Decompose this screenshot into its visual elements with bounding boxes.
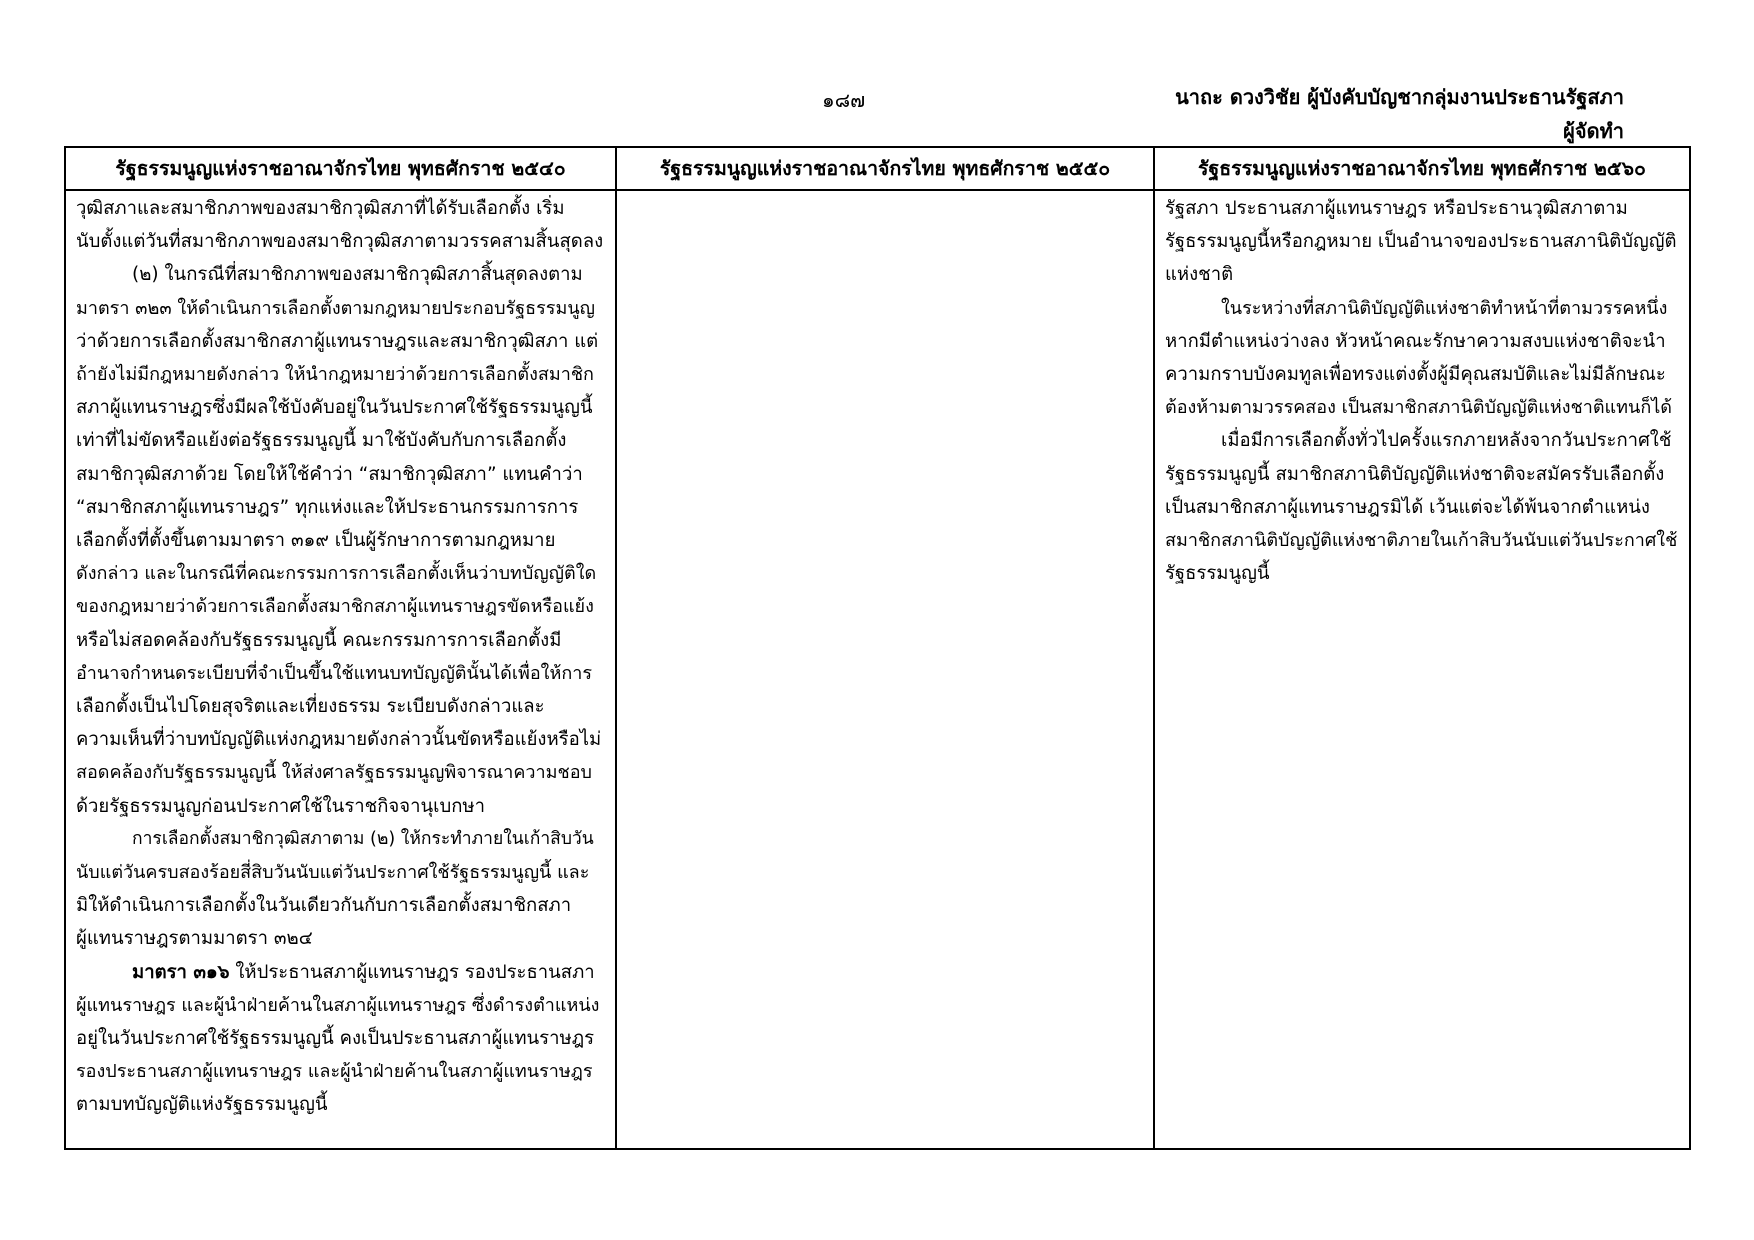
text-line: อำนาจกำหนดระเบียบที่จำเป็นขึ้นใช้แทนบทบัญญัตินั้นได้เพื่อให้การ [76,662,593,684]
text-line: ผู้แทนราษฎร และผู้นำฝ่ายค้านในสภาผู้แทนราษฎร ซึ่งดำรงตำแหน่ง [76,994,600,1016]
column-header-2560: รัฐธรรมนูญแห่งราชอาณาจักรไทย พุทธศักราช ๒๕๖๐ [1155,148,1689,191]
section-316-line [76,956,603,989]
text-line: ของกฎหมายว่าด้วยการเลือกตั้งสมาชิกสภาผู้แทนราษฎรขัดหรือแย้ง [76,596,594,618]
text-line: ผู้แทนราษฎรตามมาตรา ๓๒๔ [76,928,313,950]
text-line: วุฒิสภาและสมาชิกภาพของสมาชิกวุฒิสภาที่ได้รับเลือกตั้ง เริ่ม [76,198,565,219]
text-line: หรือไม่สอดคล้องกับรัฐธรรมนูญนี้ คณะกรรมการการเลือกตั้งมี [76,629,562,651]
preparer-role: ผู้จัดทำ [1563,119,1624,143]
text-line: มิให้ดำเนินการเลือกตั้งในวันเดียวกันกับการเลือกตั้งสมาชิกสภา [76,895,572,917]
column-header-2550: รัฐธรรมนูญแห่งราชอาณาจักรไทย พุทธศักราช ๒๕๕๐ [617,148,1155,191]
text-line: มาตรา ๓๒๓ ให้ดำเนินการเลือกตั้งตามกฎหมายประกอบรัฐธรรมนูญ [76,297,595,319]
text-line: รัฐธรรมนูญนี้ สมาชิกสภานิติบัญญัติแห่งชาติจะสมัครรับเลือกตั้ง [1165,463,1665,485]
text-line: เมื่อมีการเลือกตั้งทั่วไปครั้งแรกภายหลังจากวันประกาศใช้ [1221,430,1672,452]
preparer-name: นาถะ ดวงวิชัย ผู้บังคับบัญชากลุ่มงานประธานรัฐสภา [1175,85,1624,109]
text-line: ในระหว่างที่สภานิติบัญญัติแห่งชาติทำหน้าที่ตามวรรคหนึ่ง [1221,297,1668,319]
text-line: ตามบทบัญญัติแห่งรัฐธรรมนูญนี้ [76,1094,328,1116]
text-line: ความกราบบังคมทูลเพื่อทรงแต่งตั้งผู้มีคุณสมบัติและไม่มีลักษณะ [1165,364,1666,386]
text-line: รองประธานสภาผู้แทนราษฎร และผู้นำฝ่ายค้านในสภาผู้แทนราษฎร [76,1061,593,1083]
text-line: “สมาชิกสภาผู้แทนราษฎร” ทุกแห่งและให้ประธานกรรมการการ [76,496,579,518]
text-line: ต้องห้ามตามวรรคสอง เป็นสมาชิกสภานิติบัญญัติแห่งชาติแทนก็ได้ [1165,397,1672,419]
text-line: สภาผู้แทนราษฎรซึ่งมีผลใช้บังคับอยู่ในวันประกาศใช้รัฐธรรมนูญนี้ [76,397,593,419]
page-number: ๑๘๗ [822,88,866,112]
column-2540-text [66,191,617,1148]
preparer-block [1175,80,1624,148]
text-line: นับตั้งแต่วันที่สมาชิกภาพของสมาชิกวุฒิสภาตามวรรคสามสิ้นสุดลง [76,231,604,253]
text-line: (๒) ในกรณีที่สมาชิกภาพของสมาชิกวุฒิสภาสิ้นสุดลงตาม [132,264,583,286]
text-line: เลือกตั้งเป็นไปโดยสุจริตและเที่ยงธรรม ระเบียบดังกล่าวและ [76,696,545,718]
text-line: นับแต่วันครบสองร้อยสี่สิบวันนับแต่วันประกาศใช้รัฐธรรมนูญนี้ และ [76,862,590,884]
text-line: เลือกตั้งที่ตั้งขึ้นตามมาตรา ๓๑๙ เป็นผู้รักษาการตามกฎหมาย [76,530,556,552]
text-line: เป็นสมาชิกสภาผู้แทนราษฎรมิได้ เว้นแต่จะได้พ้นจากตำแหน่ง [1165,496,1650,518]
comparison-table [64,146,1691,1150]
column-2560-text [1155,191,1689,1148]
text-line: หากมีตำแหน่งว่างลง หัวหน้าคณะรักษาความสงบแห่งชาติจะนำ [1165,330,1666,352]
text-line: ดังกล่าว และในกรณีที่คณะกรรมการการเลือกตั้งเห็นว่าบทบัญญัติใด [76,563,597,585]
text-line: อยู่ในวันประกาศใช้รัฐธรรมนูญนี้ คงเป็นประธานสภาผู้แทนราษฎร [76,1028,595,1050]
text-line: รัฐธรรมนูญนี้ [1165,563,1270,585]
text-line: ด้วยรัฐธรรมนูญก่อนประกาศใช้ในราชกิจจานุเบกษา [76,795,485,817]
text-line: ว่าด้วยการเลือกตั้งสมาชิกสภาผู้แทนราษฎรและสมาชิกวุฒิสภา แต่ [76,330,599,352]
text-line: สมาชิกวุฒิสภาด้วย โดยให้ใช้คำว่า “สมาชิกวุฒิสภา” แทนคำว่า [76,463,583,485]
text-line: รัฐธรรมนูญนี้หรือกฎหมาย เป็นอำนาจของประธานสภานิติบัญญัติ [1165,231,1677,253]
text-line: สมาชิกสภานิติบัญญัติแห่งชาติภายในเก้าสิบวันนับแต่วันประกาศใช้ [1165,530,1678,552]
text-line: แห่งชาติ [1165,264,1234,286]
section-316-label: มาตรา ๓๑๖ [132,961,230,983]
column-2550-text [617,191,1155,1148]
column-header-2540: รัฐธรรมนูญแห่งราชอาณาจักรไทย พุทธศักราช ๒๕๔๐ [66,148,617,191]
text-line: เท่าที่ไม่ขัดหรือแย้งต่อรัฐธรรมนูญนี้ มาใช้บังคับกับการเลือกตั้ง [76,430,567,452]
text-line: ความเห็นที่ว่าบทบัญญัติแห่งกฎหมายดังกล่าวนั้นขัดหรือแย้งหรือไม่ [76,729,602,751]
section-316-text: ให้ประธานสภาผู้แทนราษฎร รองประธานสภา [229,961,595,983]
text-line: ถ้ายังไม่มีกฎหมายดังกล่าว ให้นำกฎหมายว่าด้วยการเลือกตั้งสมาชิก [76,364,594,386]
text-line: สอดคล้องกับรัฐธรรมนูญนี้ ให้ส่งศาลรัฐธรรมนูญพิจารณาความชอบ [76,762,592,784]
text-line: รัฐสภา ประธานสภาผู้แทนราษฎร หรือประธานวุฒิสภาตาม [1165,198,1628,219]
text-line: การเลือกตั้งสมาชิกวุฒิสภาตาม (๒) ให้กระทำภายในเก้าสิบวัน [132,828,594,849]
